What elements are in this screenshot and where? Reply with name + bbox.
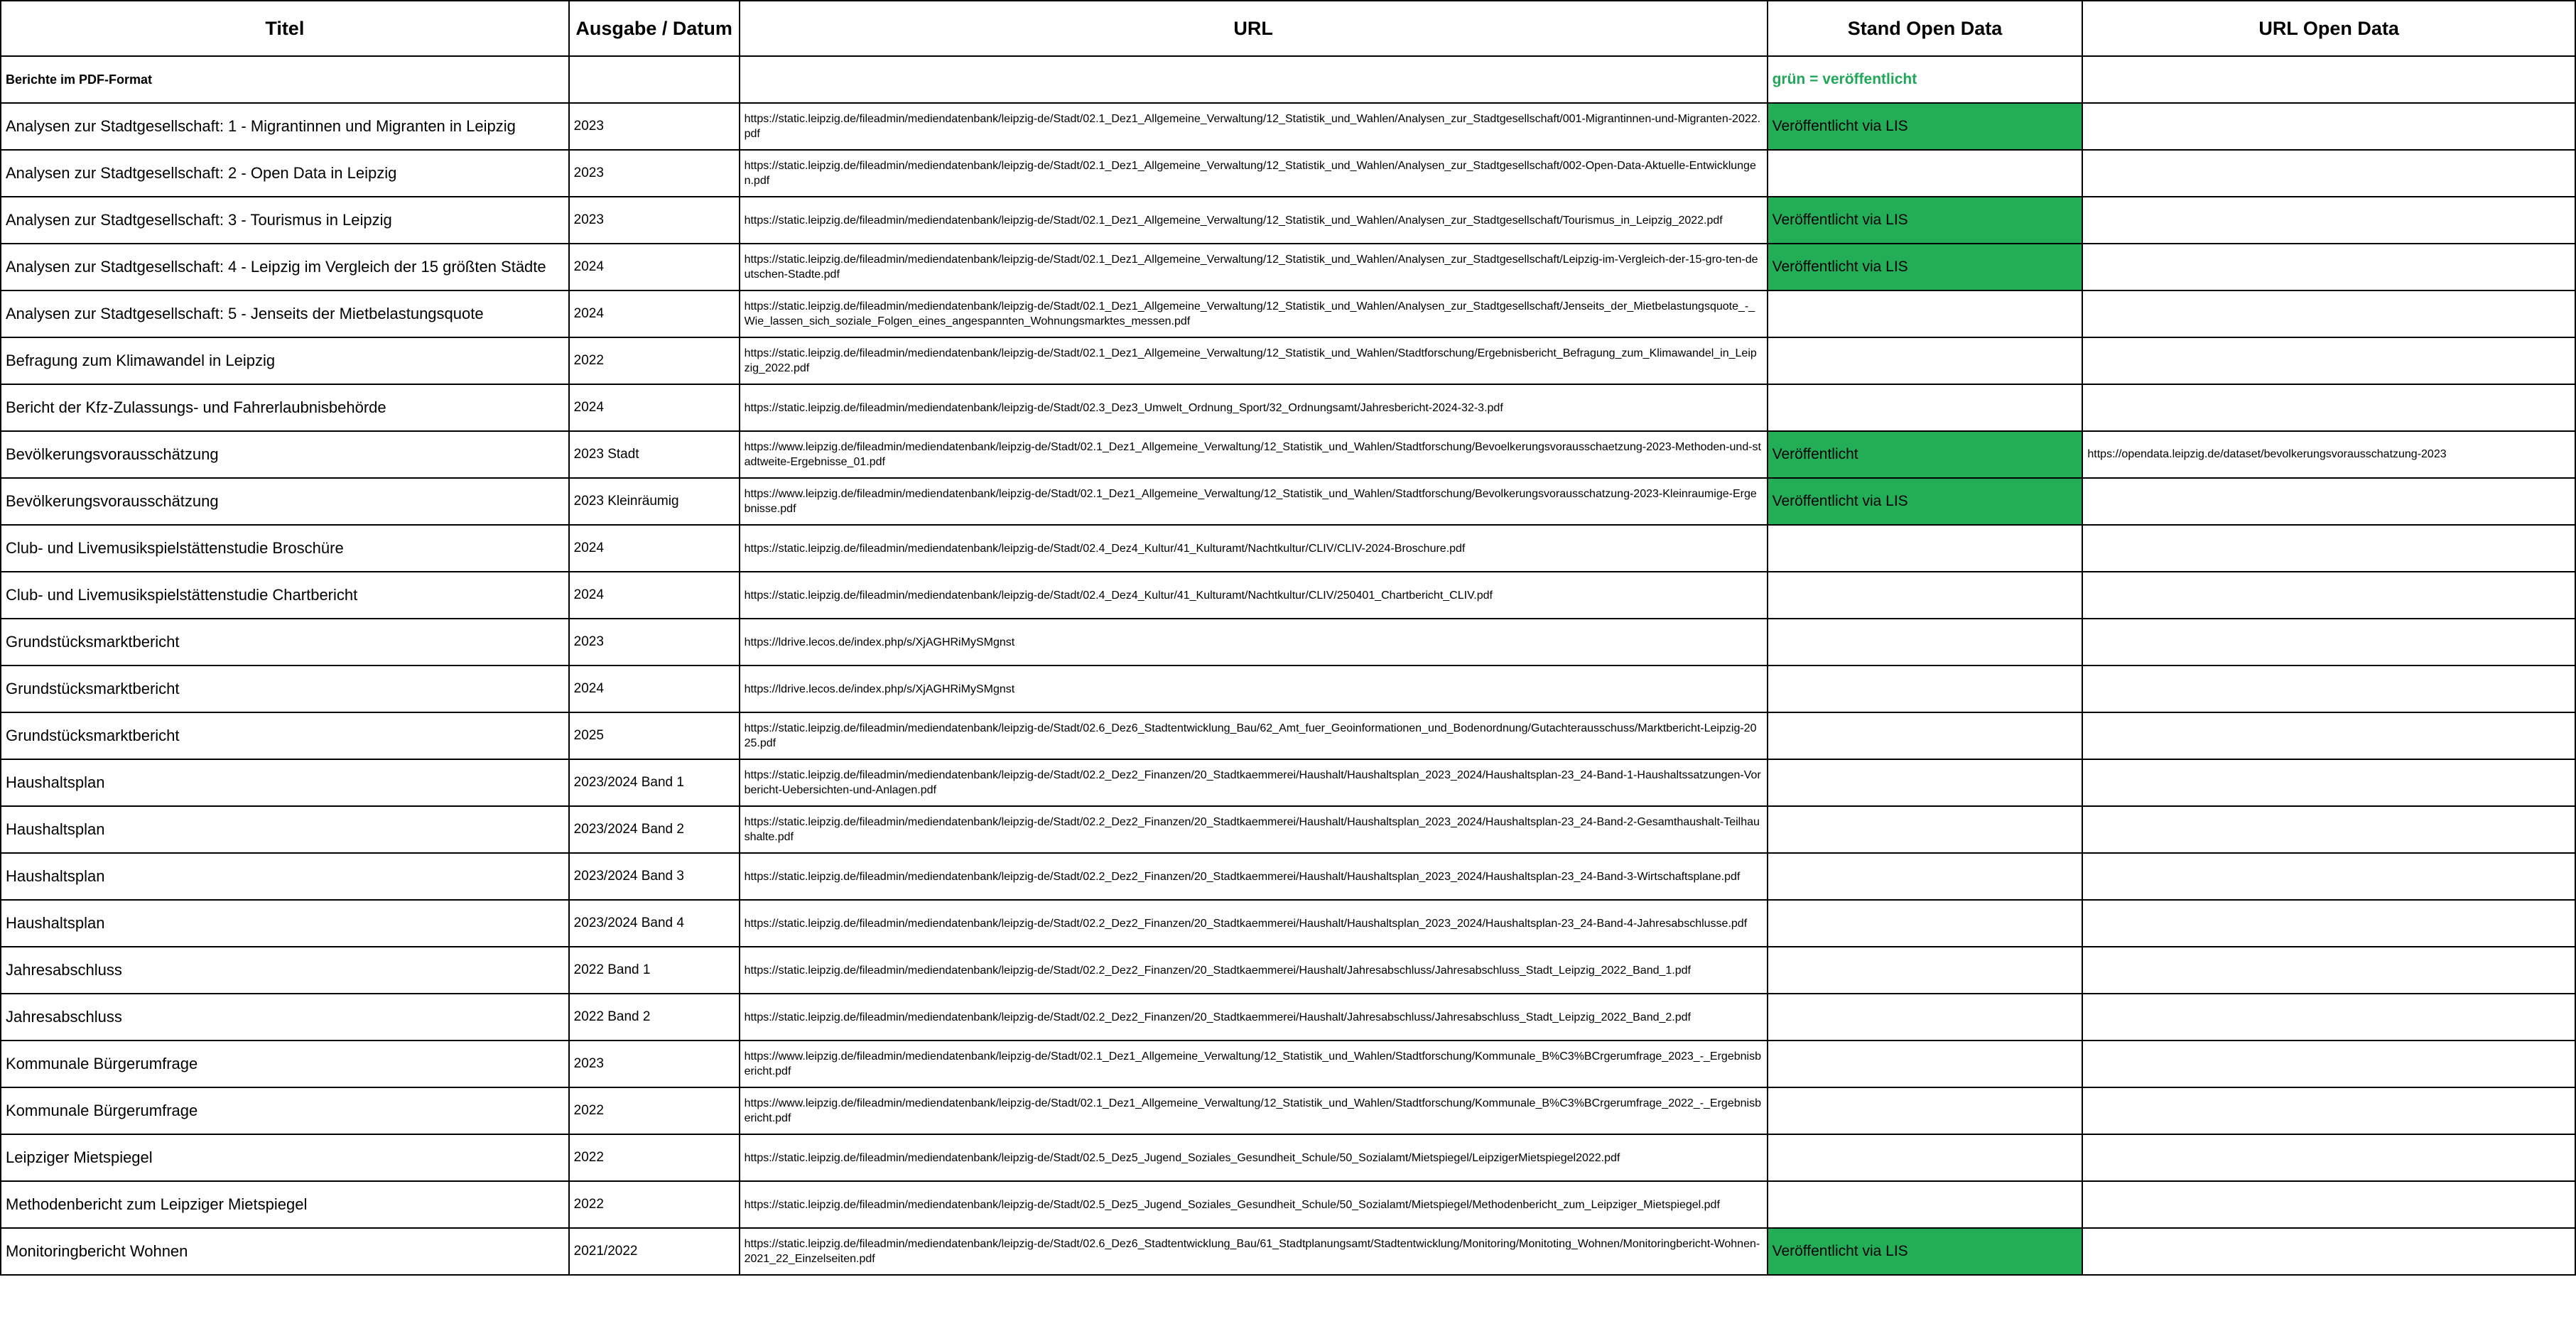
table-row	[1, 431, 2575, 478]
cell-ausgabe-datum[interactable]: 2022	[569, 1134, 740, 1181]
cell-titel[interactable]: Kommunale Bürgerumfrage	[1, 1041, 569, 1087]
cell-url-open-data[interactable]	[2082, 712, 2575, 759]
table-row	[1, 1228, 2575, 1275]
cell-url-open-data[interactable]	[2082, 806, 2575, 853]
cell-url-open-data[interactable]	[2082, 244, 2575, 290]
table-row	[1, 478, 2575, 525]
cell-titel[interactable]: Grundstücksmarktbericht	[1, 619, 569, 666]
cell-ausgabe-datum[interactable]: 2023/2024 Band 4	[569, 900, 740, 947]
cell-url[interactable]: https://www.leipzig.de/fileadmin/mediendatenbank/leipzig-de/Stadt/02.1_Dez1_Allgemeine_Verwaltung/12_Statistik_und_Wahlen/Stadtforschung/Bevolkerungsvorausschatzung-2023-Kleinraumige-Ergebnisse.pdf	[740, 478, 1768, 525]
table-row	[1, 619, 2575, 666]
section-empty-cell[interactable]	[569, 56, 740, 103]
table-row	[1, 994, 2575, 1041]
cell-url-open-data[interactable]	[2082, 900, 2575, 947]
table-row	[1, 1181, 2575, 1228]
cell-url[interactable]: https://static.leipzig.de/fileadmin/mediendatenbank/leipzig-de/Stadt/02.1_Dez1_Allgemeine_Verwaltung/12_Statistik_und_Wahlen/Analysen_zur_Stadtgesellschaft/Leipzig-im-Vergleich-der-15-gro-ten-deutschen-Stadte.pdf	[740, 244, 1768, 290]
cell-ausgabe-datum[interactable]: 2022 Band 1	[569, 947, 740, 994]
cell-ausgabe-datum[interactable]: 2025	[569, 712, 740, 759]
cell-stand-open-data[interactable]	[1768, 853, 2083, 900]
cell-stand-open-data[interactable]: Veröffentlicht	[1768, 431, 2083, 478]
section-empty-cell[interactable]	[2082, 56, 2575, 103]
table-row	[1, 337, 2575, 384]
header-stand-open-data[interactable]: Stand Open Data	[1768, 1, 2083, 56]
cell-stand-open-data[interactable]	[1768, 384, 2083, 431]
cell-url-open-data[interactable]	[2082, 197, 2575, 244]
cell-stand-open-data[interactable]	[1768, 150, 2083, 197]
cell-ausgabe-datum[interactable]: 2023/2024 Band 2	[569, 806, 740, 853]
cell-titel[interactable]: Analysen zur Stadtgesellschaft: 2 - Open Data in Leipzig	[1, 150, 569, 197]
table-row	[1, 150, 2575, 197]
cell-url[interactable]: https://static.leipzig.de/fileadmin/mediendatenbank/leipzig-de/Stadt/02.2_Dez2_Finanzen/20_Stadtkaemmerei/Haushalt/Haushaltsplan_2023_2024/Haushaltsplan-23_24-Band-4-Jahresabschlusse.pdf	[740, 900, 1768, 947]
cell-titel[interactable]: Bericht der Kfz-Zulassungs- und Fahrerlaubnisbehörde	[1, 384, 569, 431]
cell-url[interactable]: https://static.leipzig.de/fileadmin/mediendatenbank/leipzig-de/Stadt/02.2_Dez2_Finanzen/20_Stadtkaemmerei/Haushalt/Haushaltsplan_2023_2024/Haushaltsplan-23_24-Band-2-Gesamthaushalt-Teilhaushalte.pdf	[740, 806, 1768, 853]
cell-titel[interactable]: Analysen zur Stadtgesellschaft: 4 - Leipzig im Vergleich der 15 größten Städte	[1, 244, 569, 290]
table-row	[1, 1041, 2575, 1087]
section-row	[1, 56, 2575, 103]
cell-titel[interactable]: Bevölkerungsvorausschätzung	[1, 478, 569, 525]
cell-url-open-data[interactable]	[2082, 759, 2575, 806]
cell-url[interactable]: https://static.leipzig.de/fileadmin/mediendatenbank/leipzig-de/Stadt/02.4_Dez4_Kultur/41_Kulturamt/Nachtkultur/CLIV/250401_Chartbericht_CLIV.pdf	[740, 572, 1768, 619]
cell-titel[interactable]: Jahresabschluss	[1, 947, 569, 994]
table-row	[1, 666, 2575, 712]
cell-ausgabe-datum[interactable]: 2023	[569, 103, 740, 150]
cell-url[interactable]: https://static.leipzig.de/fileadmin/mediendatenbank/leipzig-de/Stadt/02.1_Dez1_Allgemeine_Verwaltung/12_Statistik_und_Wahlen/Analysen_zur_Stadtgesellschaft/001-Migrantinnen-und-Migranten-2022.pdf	[740, 103, 1768, 150]
cell-url-open-data[interactable]	[2082, 994, 2575, 1041]
cell-stand-open-data[interactable]: Veröffentlicht via LIS	[1768, 244, 2083, 290]
cell-url-open-data[interactable]	[2082, 619, 2575, 666]
cell-stand-open-data[interactable]	[1768, 1087, 2083, 1134]
cell-ausgabe-datum[interactable]: 2022	[569, 1181, 740, 1228]
cell-titel[interactable]: Grundstücksmarktbericht	[1, 666, 569, 712]
table-row	[1, 1087, 2575, 1134]
cell-ausgabe-datum[interactable]: 2021/2022	[569, 1228, 740, 1275]
cell-url-open-data[interactable]	[2082, 337, 2575, 384]
legend-cell[interactable]: grün = veröffentlicht	[1768, 56, 2083, 103]
header-titel[interactable]: Titel	[1, 1, 569, 56]
header-url-open-data[interactable]: URL Open Data	[2082, 1, 2575, 56]
cell-titel[interactable]: Analysen zur Stadtgesellschaft: 1 - Migrantinnen und Migranten in Leipzig	[1, 103, 569, 150]
cell-url-open-data[interactable]	[2082, 150, 2575, 197]
cell-titel[interactable]: Haushaltsplan	[1, 900, 569, 947]
table-row	[1, 900, 2575, 947]
cell-stand-open-data[interactable]: Veröffentlicht via LIS	[1768, 103, 2083, 150]
cell-url[interactable]: https://static.leipzig.de/fileadmin/mediendatenbank/leipzig-de/Stadt/02.1_Dez1_Allgemeine_Verwaltung/12_Statistik_und_Wahlen/Analysen_zur_Stadtgesellschaft/Jenseits_der_Mietbelastungsquote_-_Wie_lassen_sich_soziale_Folgen_eines_angespannten_Wohnungsmarktes_messen.pdf	[740, 290, 1768, 337]
cell-url-open-data[interactable]	[2082, 290, 2575, 337]
cell-ausgabe-datum[interactable]: 2023	[569, 150, 740, 197]
cell-ausgabe-datum[interactable]: 2022	[569, 337, 740, 384]
cell-stand-open-data[interactable]: Veröffentlicht via LIS	[1768, 197, 2083, 244]
cell-url-open-data[interactable]	[2082, 384, 2575, 431]
cell-ausgabe-datum[interactable]: 2023	[569, 1041, 740, 1087]
cell-url[interactable]: https://static.leipzig.de/fileadmin/mediendatenbank/leipzig-de/Stadt/02.3_Dez3_Umwelt_Ordnung_Sport/32_Ordnungsamt/Jahresbericht-2024-32-3.pdf	[740, 384, 1768, 431]
cell-url[interactable]: https://static.leipzig.de/fileadmin/mediendatenbank/leipzig-de/Stadt/02.1_Dez1_Allgemeine_Verwaltung/12_Statistik_und_Wahlen/Analysen_zur_Stadtgesellschaft/002-Open-Data-Aktuelle-Entwicklungen.pdf	[740, 150, 1768, 197]
cell-url[interactable]: https://static.leipzig.de/fileadmin/mediendatenbank/leipzig-de/Stadt/02.6_Dez6_Stadtentwicklung_Bau/61_Stadtplanungsamt/Stadtentwicklung/Monitoring/Monitoting_Wohnen/Monitoringbericht-Wohnen-2021_22_Einzelseiten.pdf	[740, 1228, 1768, 1275]
cell-titel[interactable]: Club- und Livemusikspielstättenstudie Broschüre	[1, 525, 569, 572]
cell-stand-open-data[interactable]	[1768, 900, 2083, 947]
cell-ausgabe-datum[interactable]: 2024	[569, 244, 740, 290]
cell-ausgabe-datum[interactable]: 2024	[569, 572, 740, 619]
cell-url-open-data[interactable]: https://opendata.leipzig.de/dataset/bevolkerungsvorausschatzung-2023	[2082, 431, 2575, 478]
cell-titel[interactable]: Monitoringbericht Wohnen	[1, 1228, 569, 1275]
cell-url[interactable]: https://static.leipzig.de/fileadmin/mediendatenbank/leipzig-de/Stadt/02.1_Dez1_Allgemeine_Verwaltung/12_Statistik_und_Wahlen/Stadtforschung/Ergebnisbericht_Befragung_zum_Klimawandel_in_Leipzig_2022.pdf	[740, 337, 1768, 384]
cell-stand-open-data[interactable]: Veröffentlicht via LIS	[1768, 1228, 2083, 1275]
table-row	[1, 572, 2575, 619]
cell-titel[interactable]: Analysen zur Stadtgesellschaft: 3 - Tourismus in Leipzig	[1, 197, 569, 244]
cell-url-open-data[interactable]	[2082, 1228, 2575, 1275]
cell-titel[interactable]: Kommunale Bürgerumfrage	[1, 1087, 569, 1134]
cell-url-open-data[interactable]	[2082, 666, 2575, 712]
cell-url[interactable]: https://www.leipzig.de/fileadmin/mediendatenbank/leipzig-de/Stadt/02.1_Dez1_Allgemeine_Verwaltung/12_Statistik_und_Wahlen/Stadtforschung/Kommunale_B%C3%BCrgerumfrage_2023_-_Ergebnisbericht.pdf	[740, 1041, 1768, 1087]
cell-titel[interactable]: Grundstücksmarktbericht	[1, 712, 569, 759]
cell-stand-open-data[interactable]	[1768, 666, 2083, 712]
cell-url-open-data[interactable]	[2082, 1041, 2575, 1087]
cell-titel[interactable]: Bevölkerungsvorausschätzung	[1, 431, 569, 478]
cell-url[interactable]: https://ldrive.lecos.de/index.php/s/XjAGHRiMySMgnst	[740, 666, 1768, 712]
cell-ausgabe-datum[interactable]: 2024	[569, 525, 740, 572]
cell-titel[interactable]: Club- und Livemusikspielstättenstudie Chartbericht	[1, 572, 569, 619]
cell-titel[interactable]: Methodenbericht zum Leipziger Mietspiegel	[1, 1181, 569, 1228]
cell-url-open-data[interactable]	[2082, 478, 2575, 525]
table-row	[1, 712, 2575, 759]
cell-url[interactable]: https://static.leipzig.de/fileadmin/mediendatenbank/leipzig-de/Stadt/02.1_Dez1_Allgemeine_Verwaltung/12_Statistik_und_Wahlen/Analysen_zur_Stadtgesellschaft/Tourismus_in_Leipzig_2022.pdf	[740, 197, 1768, 244]
cell-url[interactable]: https://static.leipzig.de/fileadmin/mediendatenbank/leipzig-de/Stadt/02.5_Dez5_Jugend_Soziales_Gesundheit_Schule/50_Sozialamt/Mietspiegel/LeipzigerMietspiegel2022.pdf	[740, 1134, 1768, 1181]
cell-url[interactable]: https://static.leipzig.de/fileadmin/mediendatenbank/leipzig-de/Stadt/02.2_Dez2_Finanzen/20_Stadtkaemmerei/Haushalt/Haushaltsplan_2023_2024/Haushaltsplan-23_24-Band-1-Haushaltssatzungen-Vorbericht-Uebersichten-und-Anlagen.pdf	[740, 759, 1768, 806]
table-row	[1, 853, 2575, 900]
cell-url[interactable]: https://static.leipzig.de/fileadmin/mediendatenbank/leipzig-de/Stadt/02.5_Dez5_Jugend_Soziales_Gesundheit_Schule/50_Sozialamt/Mietspiegel/Methodenbericht_zum_Leipziger_Mietspiegel.pdf	[740, 1181, 1768, 1228]
table-row	[1, 197, 2575, 244]
cell-url-open-data[interactable]	[2082, 1181, 2575, 1228]
cell-stand-open-data[interactable]	[1768, 1181, 2083, 1228]
cell-ausgabe-datum[interactable]: 2023	[569, 619, 740, 666]
cell-url-open-data[interactable]	[2082, 572, 2575, 619]
cell-stand-open-data[interactable]: Veröffentlicht via LIS	[1768, 478, 2083, 525]
cell-ausgabe-datum[interactable]: 2023 Stadt	[569, 431, 740, 478]
cell-url-open-data[interactable]	[2082, 103, 2575, 150]
table-row	[1, 384, 2575, 431]
header-ausgabe-datum[interactable]: Ausgabe / Datum	[569, 1, 740, 56]
table-row	[1, 244, 2575, 290]
cell-ausgabe-datum[interactable]: 2022	[569, 1087, 740, 1134]
cell-url[interactable]: https://www.leipzig.de/fileadmin/mediendatenbank/leipzig-de/Stadt/02.1_Dez1_Allgemeine_Verwaltung/12_Statistik_und_Wahlen/Stadtforschung/Bevoelkerungsvorausschaetzung-2023-Methoden-und-stadtweite-Ergebnisse_01.pdf	[740, 431, 1768, 478]
cell-stand-open-data[interactable]	[1768, 290, 2083, 337]
cell-titel[interactable]: Analysen zur Stadtgesellschaft: 5 - Jenseits der Mietbelastungsquote	[1, 290, 569, 337]
cell-url[interactable]: https://ldrive.lecos.de/index.php/s/XjAGHRiMySMgnst	[740, 619, 1768, 666]
table-row	[1, 947, 2575, 994]
header-url[interactable]: URL	[740, 1, 1768, 56]
cell-url[interactable]: https://static.leipzig.de/fileadmin/mediendatenbank/leipzig-de/Stadt/02.2_Dez2_Finanzen/20_Stadtkaemmerei/Haushalt/Jahresabschluss/Jahresabschluss_Stadt_Leipzig_2022_Band_2.pdf	[740, 994, 1768, 1041]
cell-ausgabe-datum[interactable]: 2024	[569, 666, 740, 712]
table-row	[1, 525, 2575, 572]
cell-titel[interactable]: Befragung zum Klimawandel in Leipzig	[1, 337, 569, 384]
cell-url-open-data[interactable]	[2082, 1087, 2575, 1134]
cell-url[interactable]: https://static.leipzig.de/fileadmin/mediendatenbank/leipzig-de/Stadt/02.2_Dez2_Finanzen/20_Stadtkaemmerei/Haushalt/Haushaltsplan_2023_2024/Haushaltsplan-23_24-Band-3-Wirtschaftsplane.pdf	[740, 853, 1768, 900]
cell-url-open-data[interactable]	[2082, 1134, 2575, 1181]
table-row	[1, 806, 2575, 853]
cell-stand-open-data[interactable]	[1768, 1134, 2083, 1181]
cell-stand-open-data[interactable]	[1768, 712, 2083, 759]
cell-ausgabe-datum[interactable]: 2024	[569, 384, 740, 431]
cell-url-open-data[interactable]	[2082, 853, 2575, 900]
cell-titel[interactable]: Haushaltsplan	[1, 853, 569, 900]
cell-titel[interactable]: Haushaltsplan	[1, 806, 569, 853]
cell-stand-open-data[interactable]	[1768, 1041, 2083, 1087]
cell-stand-open-data[interactable]	[1768, 525, 2083, 572]
cell-url[interactable]: https://www.leipzig.de/fileadmin/mediendatenbank/leipzig-de/Stadt/02.1_Dez1_Allgemeine_Verwaltung/12_Statistik_und_Wahlen/Stadtforschung/Kommunale_B%C3%BCrgerumfrage_2022_-_Ergebnisbericht.pdf	[740, 1087, 1768, 1134]
section-title[interactable]: Berichte im PDF-Format	[1, 56, 569, 103]
cell-ausgabe-datum[interactable]: 2024	[569, 290, 740, 337]
cell-titel[interactable]: Haushaltsplan	[1, 759, 569, 806]
cell-url[interactable]: https://static.leipzig.de/fileadmin/mediendatenbank/leipzig-de/Stadt/02.2_Dez2_Finanzen/20_Stadtkaemmerei/Haushalt/Jahresabschluss/Jahresabschluss_Stadt_Leipzig_2022_Band_1.pdf	[740, 947, 1768, 994]
table-row	[1, 290, 2575, 337]
cell-stand-open-data[interactable]	[1768, 619, 2083, 666]
cell-url[interactable]: https://static.leipzig.de/fileadmin/mediendatenbank/leipzig-de/Stadt/02.4_Dez4_Kultur/41_Kulturamt/Nachtkultur/CLIV/CLIV-2024-Broschure.pdf	[740, 525, 1768, 572]
cell-url-open-data[interactable]	[2082, 525, 2575, 572]
cell-ausgabe-datum[interactable]: 2022 Band 2	[569, 994, 740, 1041]
table-row	[1, 103, 2575, 150]
cell-stand-open-data[interactable]	[1768, 947, 2083, 994]
cell-ausgabe-datum[interactable]: 2023	[569, 197, 740, 244]
cell-url-open-data[interactable]	[2082, 947, 2575, 994]
cell-stand-open-data[interactable]	[1768, 994, 2083, 1041]
cell-ausgabe-datum[interactable]: 2023/2024 Band 3	[569, 853, 740, 900]
section-empty-cell[interactable]	[740, 56, 1768, 103]
table-row	[1, 1134, 2575, 1181]
cell-ausgabe-datum[interactable]: 2023 Kleinräumig	[569, 478, 740, 525]
table-row	[1, 759, 2575, 806]
cell-titel[interactable]: Leipziger Mietspiegel	[1, 1134, 569, 1181]
header-row	[1, 1, 2575, 56]
cell-ausgabe-datum[interactable]: 2023/2024 Band 1	[569, 759, 740, 806]
cell-stand-open-data[interactable]	[1768, 806, 2083, 853]
cell-url[interactable]: https://static.leipzig.de/fileadmin/mediendatenbank/leipzig-de/Stadt/02.6_Dez6_Stadtentwicklung_Bau/62_Amt_fuer_Geoinformationen_und_Bodenordnung/Gutachterausschuss/Marktbericht-Leipzig-2025.pdf	[740, 712, 1768, 759]
cell-stand-open-data[interactable]	[1768, 337, 2083, 384]
cell-titel[interactable]: Jahresabschluss	[1, 994, 569, 1041]
cell-stand-open-data[interactable]	[1768, 759, 2083, 806]
cell-stand-open-data[interactable]	[1768, 572, 2083, 619]
